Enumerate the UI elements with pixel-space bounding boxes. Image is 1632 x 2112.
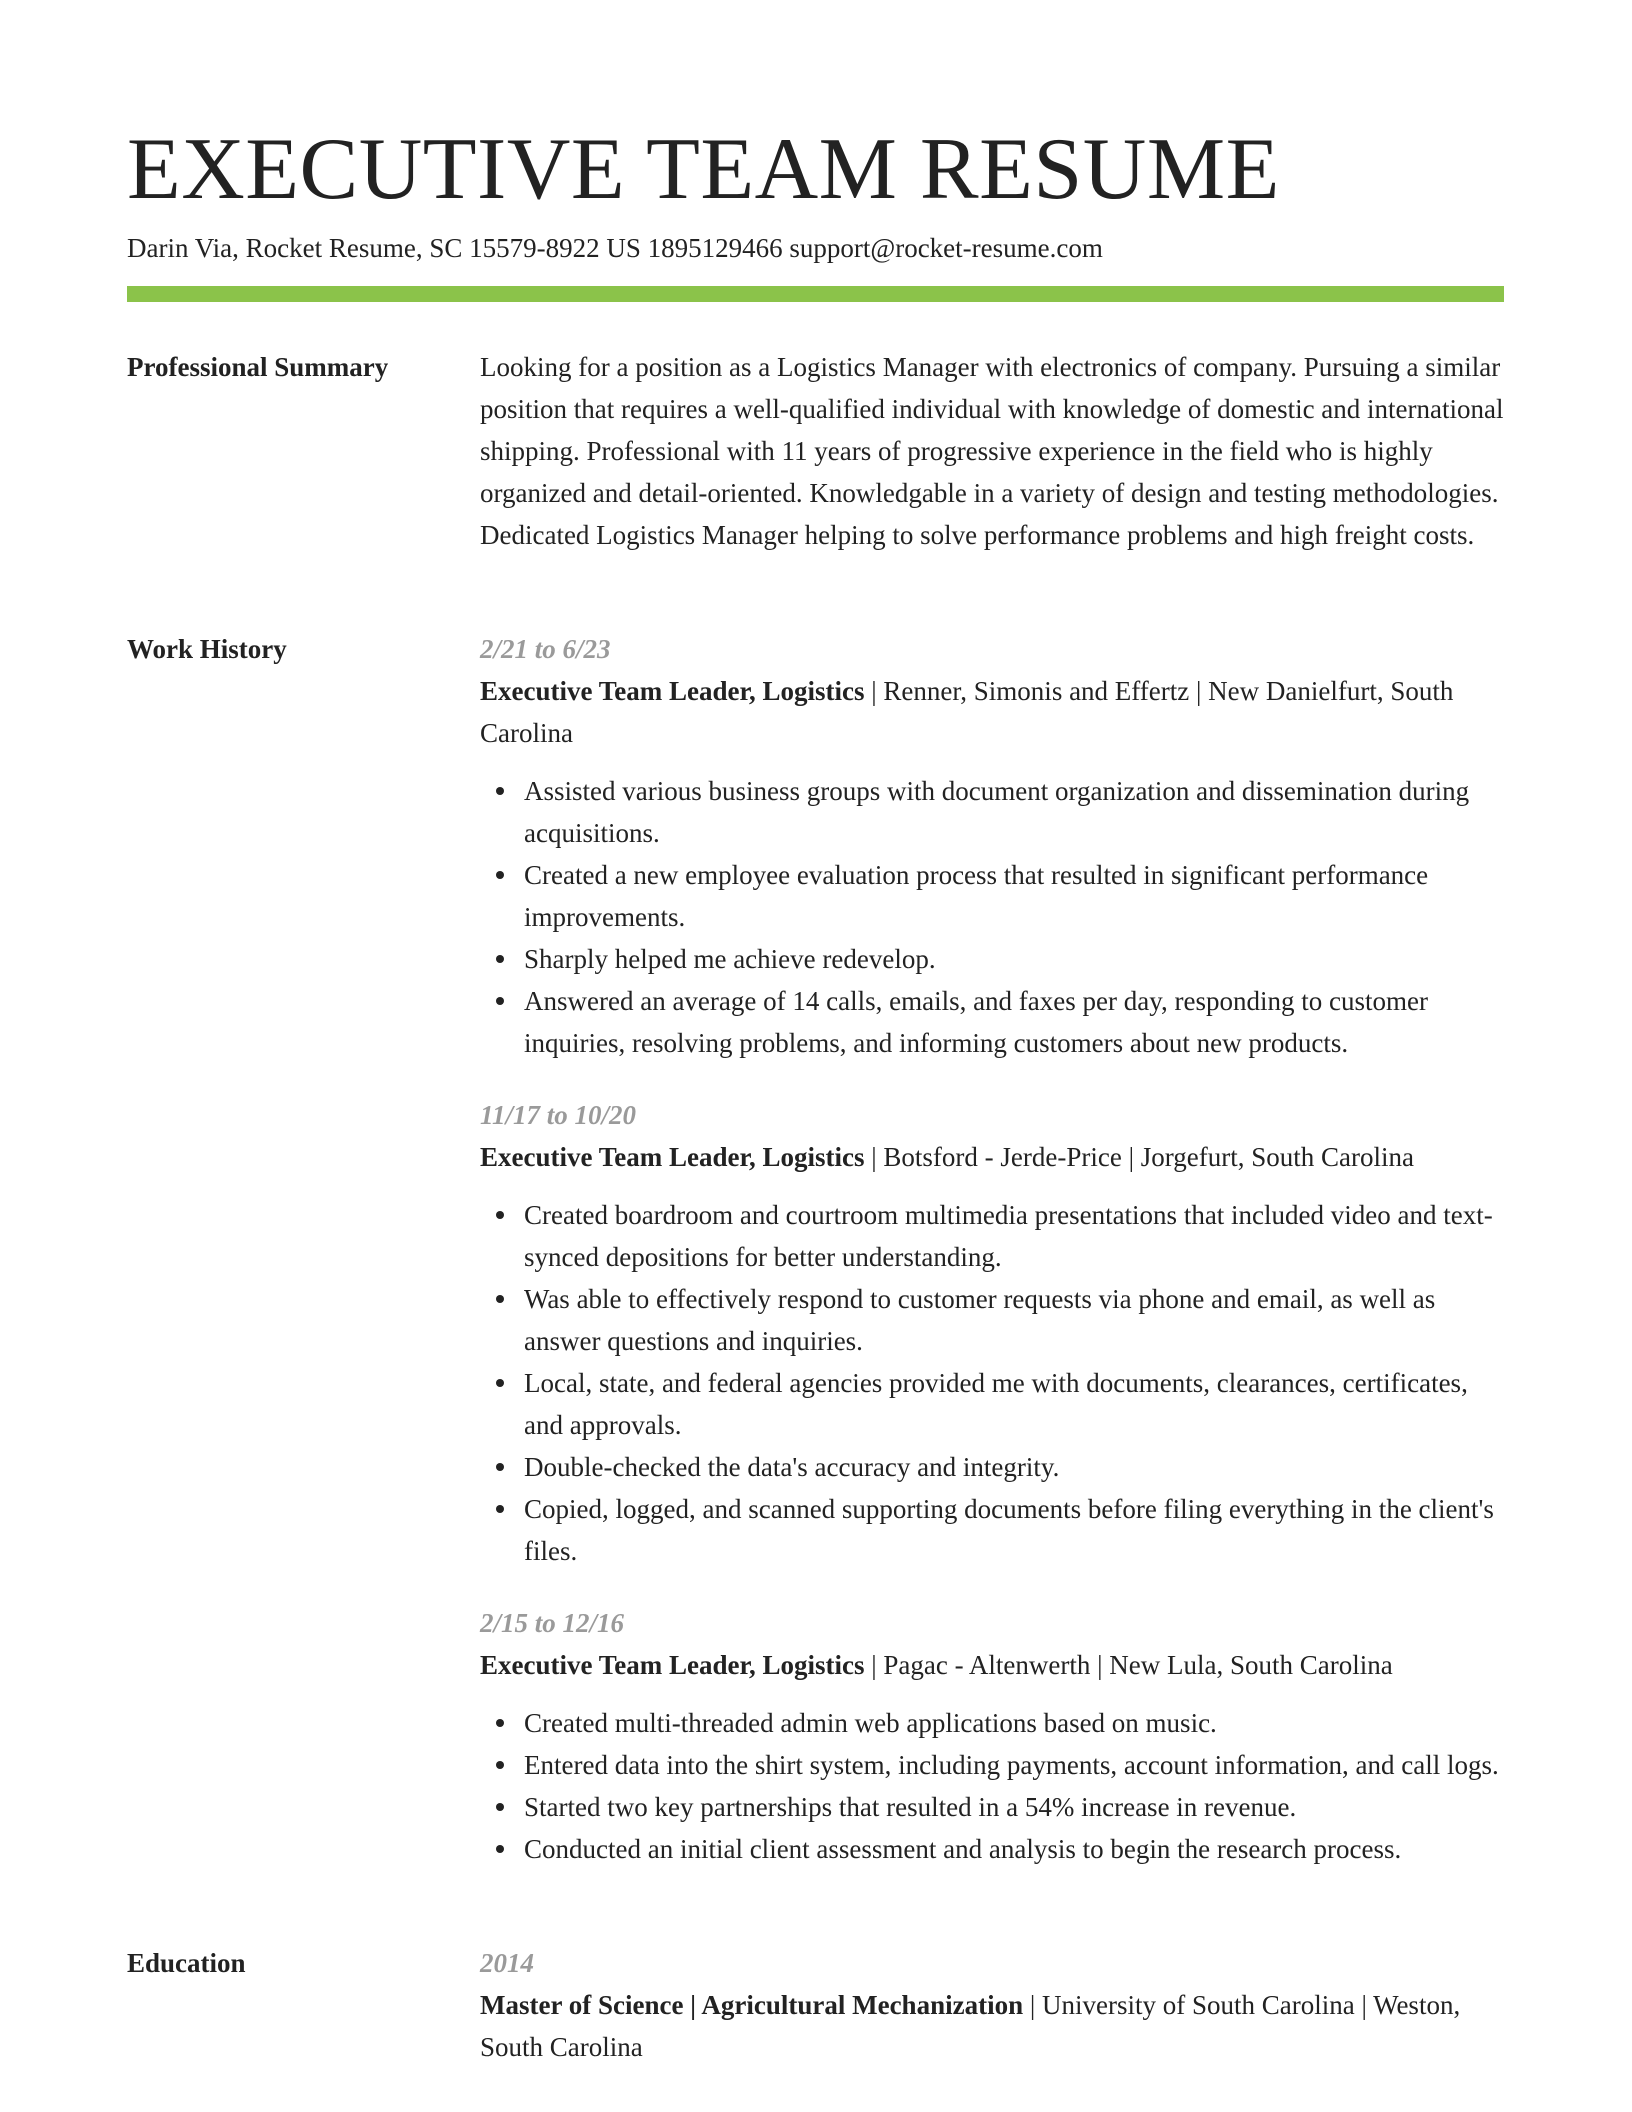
bullet-text: Sharply helped me achieve redevelop. [524, 944, 936, 974]
bullet-icon [496, 787, 504, 795]
job-entry [480, 1602, 1504, 1870]
list-item [480, 1786, 1504, 1828]
job-bullets [480, 770, 1504, 1064]
list-item [480, 1446, 1504, 1488]
bullet-text: Was able to effectively respond to customer requests via phone and email, as well as answer questions and inquiries. [524, 1284, 1436, 1356]
list-item [480, 1362, 1504, 1446]
list-item [480, 1194, 1504, 1278]
accent-divider [127, 286, 1504, 302]
job-heading [480, 670, 1504, 754]
job-entry [480, 1094, 1504, 1572]
list-item [480, 1744, 1504, 1786]
bullet-text: Local, state, and federal agencies provided me with documents, clearances, certificates, and approvals. [524, 1368, 1468, 1440]
bullet-icon [496, 1845, 504, 1853]
bullet-icon [496, 1803, 504, 1811]
list-item [480, 1488, 1504, 1572]
summary-label: Professional Summary [127, 352, 389, 382]
job-dates: 11/17 to 10/20 [480, 1100, 637, 1130]
bullet-icon [496, 1463, 504, 1471]
job-details: | Renner, Simonis and Effertz | New Danielfurt, South Carolina [480, 676, 1454, 748]
bullet-icon [496, 1719, 504, 1727]
list-item [480, 770, 1504, 854]
bullet-icon [496, 955, 504, 963]
bullet-text: Entered data into the shirt system, including payments, account information, and call logs. [524, 1750, 1499, 1780]
bullet-icon [496, 1295, 504, 1303]
bullet-text: Created boardroom and courtroom multimedia presentations that included video and text-synced depositions for better understanding. [524, 1200, 1493, 1272]
list-item [480, 938, 1504, 980]
summary-text: Looking for a position as a Logistics Manager with electronics of company. Pursuing a similar position that requires a well-qualified individual with knowledge of domestic and international shipping. Professional with 11 years of progressive experience in the field who is highly organized and detail-oriented. Knowledgable in a variety of design and testing methodologies. Dedicated Logistics Manager helping to solve performance problems and high freight costs. [480, 352, 1504, 550]
bullet-icon [496, 1761, 504, 1769]
work-history-label: Work History [127, 634, 287, 664]
work-history-body [480, 628, 1504, 1870]
list-item [480, 1278, 1504, 1362]
resume-title: EXECUTIVE TEAM RESUME [127, 121, 1280, 218]
job-dates: 2/21 to 6/23 [480, 634, 611, 664]
education-year: 2014 [480, 1948, 534, 1978]
job-title: Executive Team Leader, Logistics [480, 1142, 865, 1172]
bullet-text: Assisted various business groups with document organization and dissemination during acquisitions. [524, 776, 1470, 848]
list-item [480, 980, 1504, 1064]
job-bullets [480, 1702, 1504, 1870]
job-dates: 2/15 to 12/16 [480, 1608, 625, 1638]
job-details: | Pagac - Altenwerth | New Lula, South Carolina [864, 1650, 1393, 1680]
bullet-icon [496, 1211, 504, 1219]
bullet-text: Created multi-threaded admin web applications based on music. [524, 1708, 1217, 1738]
bullet-icon [496, 1379, 504, 1387]
job-entry [480, 628, 1504, 1064]
bullet-icon [496, 871, 504, 879]
bullet-text: Copied, logged, and scanned supporting documents before filing everything in the client's files. [524, 1494, 1494, 1566]
bullet-text: Started two key partnerships that resulted in a 54% increase in revenue. [524, 1792, 1297, 1822]
list-item [480, 1702, 1504, 1744]
job-title: Executive Team Leader, Logistics [480, 1650, 865, 1680]
bullet-icon [496, 997, 504, 1005]
bullet-text: Double-checked the data's accuracy and integrity. [524, 1452, 1060, 1482]
degree-title: Master of Science | Agricultural Mechanization [480, 1990, 1024, 2020]
job-heading [480, 1644, 1504, 1686]
list-item [480, 1828, 1504, 1870]
education-details: | University of South Carolina | Weston, South Carolina [480, 1990, 1461, 2062]
job-title: Executive Team Leader, Logistics [480, 676, 865, 706]
bullet-text: Created a new employee evaluation process that resulted in significant performance improvements. [524, 860, 1429, 932]
job-bullets [480, 1194, 1504, 1572]
job-details: | Botsford - Jerde-Price | Jorgefurt, South Carolina [864, 1142, 1414, 1172]
bullet-text: Conducted an initial client assessment and analysis to begin the research process. [524, 1834, 1402, 1864]
education-heading [480, 1984, 1504, 2068]
education-label: Education [127, 1948, 246, 1978]
contact-line: Darin Via, Rocket Resume, SC 15579-8922 US 1895129466 support@rocket-resume.com [127, 233, 1103, 263]
job-heading [480, 1136, 1504, 1178]
list-item [480, 854, 1504, 938]
bullet-icon [496, 1505, 504, 1513]
education-body [480, 1942, 1504, 2068]
bullet-text: Answered an average of 14 calls, emails, and faxes per day, responding to customer inquiries, resolving problems, and informing customers about new products. [524, 986, 1428, 1058]
